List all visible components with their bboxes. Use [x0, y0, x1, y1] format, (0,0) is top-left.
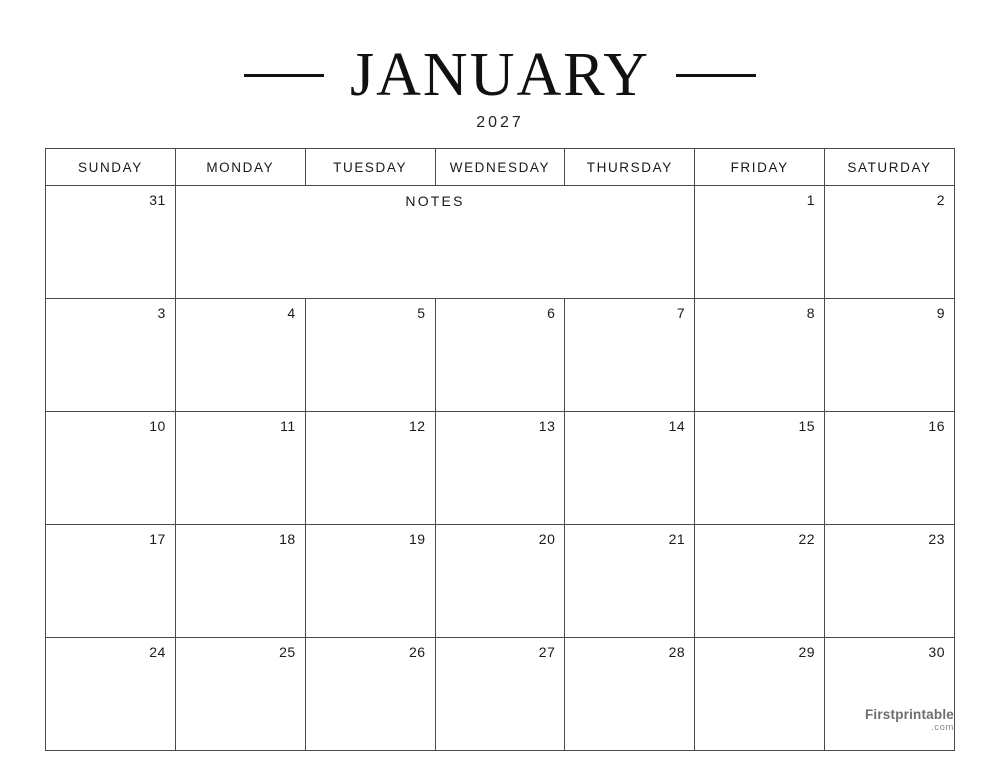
calendar-week-row — [46, 186, 955, 299]
day-number: 2 — [936, 192, 945, 208]
day-number: 3 — [157, 305, 166, 321]
day-number: 6 — [547, 305, 556, 321]
day-number: 5 — [417, 305, 426, 321]
brand-name: Firstprintable — [864, 706, 954, 722]
brand-tld: .com — [931, 722, 954, 734]
weekday-header-wednesday: WEDNESDAY — [435, 149, 565, 186]
month-title: JANUARY — [350, 41, 650, 109]
weekday-header-row — [46, 149, 955, 186]
calendar-week-row — [46, 525, 955, 638]
day-number: 24 — [149, 644, 166, 660]
day-cell[interactable] — [435, 412, 565, 525]
day-cell[interactable] — [695, 525, 825, 638]
day-cell[interactable] — [695, 638, 825, 751]
day-number: 16 — [928, 418, 945, 434]
day-cell[interactable] — [435, 299, 565, 412]
weekday-header-sunday: SUNDAY — [46, 149, 176, 186]
day-cell[interactable] — [305, 638, 435, 751]
day-cell[interactable] — [825, 299, 955, 412]
header-rule-right-icon — [676, 74, 756, 77]
day-number: 20 — [538, 531, 556, 547]
day-number: 28 — [668, 644, 686, 660]
day-number: 15 — [798, 418, 816, 434]
weekday-header-monday: MONDAY — [175, 149, 305, 186]
calendar-header — [45, 41, 955, 109]
day-number: 11 — [280, 418, 296, 434]
day-number: 22 — [798, 531, 816, 547]
day-cell[interactable] — [46, 638, 176, 751]
day-number: 12 — [408, 418, 426, 434]
day-cell[interactable] — [435, 638, 565, 751]
calendar-week-row — [46, 412, 955, 525]
header-rule-left-icon — [244, 74, 324, 77]
day-cell[interactable] — [175, 299, 305, 412]
day-number: 19 — [408, 531, 426, 547]
calendar-grid — [45, 148, 955, 751]
year-label: 2027 — [476, 114, 524, 131]
day-cell[interactable] — [305, 525, 435, 638]
day-number: 9 — [936, 305, 945, 321]
day-number: 18 — [279, 531, 296, 547]
weekday-header-tuesday: TUESDAY — [305, 149, 435, 186]
day-number: 13 — [538, 418, 556, 434]
day-cell[interactable] — [46, 525, 176, 638]
day-number: 8 — [806, 305, 816, 321]
day-number: 4 — [287, 305, 296, 321]
day-cell[interactable] — [825, 525, 955, 638]
day-number: 14 — [668, 418, 686, 434]
day-number: 23 — [928, 531, 945, 547]
day-number: 10 — [149, 418, 166, 434]
day-cell[interactable] — [565, 299, 695, 412]
day-number: 25 — [279, 644, 296, 660]
weekday-header-saturday: SATURDAY — [825, 149, 955, 186]
day-number: 31 — [149, 192, 166, 208]
day-cell[interactable] — [305, 299, 435, 412]
day-number: 26 — [408, 644, 426, 660]
day-number: 21 — [668, 531, 686, 547]
day-number: 7 — [676, 305, 686, 321]
day-cell[interactable] — [46, 299, 176, 412]
day-number: 27 — [538, 644, 556, 660]
day-cell[interactable] — [565, 412, 695, 525]
day-cell[interactable] — [565, 525, 695, 638]
day-number: 29 — [798, 644, 816, 660]
weekday-header-thursday: THURSDAY — [565, 149, 695, 186]
day-cell[interactable] — [825, 638, 955, 751]
day-number: 17 — [149, 531, 166, 547]
weekday-header-friday: FRIDAY — [695, 149, 825, 186]
day-number: 1 — [806, 192, 816, 208]
day-cell[interactable] — [175, 638, 305, 751]
calendar-week-row — [46, 638, 955, 751]
day-cell[interactable] — [825, 412, 955, 525]
day-cell[interactable] — [565, 638, 695, 751]
day-number: 30 — [928, 644, 945, 660]
day-cell[interactable] — [825, 186, 955, 299]
notes-label: NOTES — [405, 193, 465, 209]
day-cell[interactable] — [175, 525, 305, 638]
notes-cell[interactable] — [175, 186, 694, 299]
calendar-week-row — [46, 299, 955, 412]
day-cell[interactable] — [695, 186, 825, 299]
day-cell[interactable] — [305, 412, 435, 525]
day-cell[interactable] — [175, 412, 305, 525]
day-cell[interactable] — [695, 299, 825, 412]
day-cell[interactable] — [435, 525, 565, 638]
day-cell[interactable] — [46, 412, 176, 525]
day-cell[interactable] — [695, 412, 825, 525]
day-cell[interactable] — [46, 186, 176, 299]
